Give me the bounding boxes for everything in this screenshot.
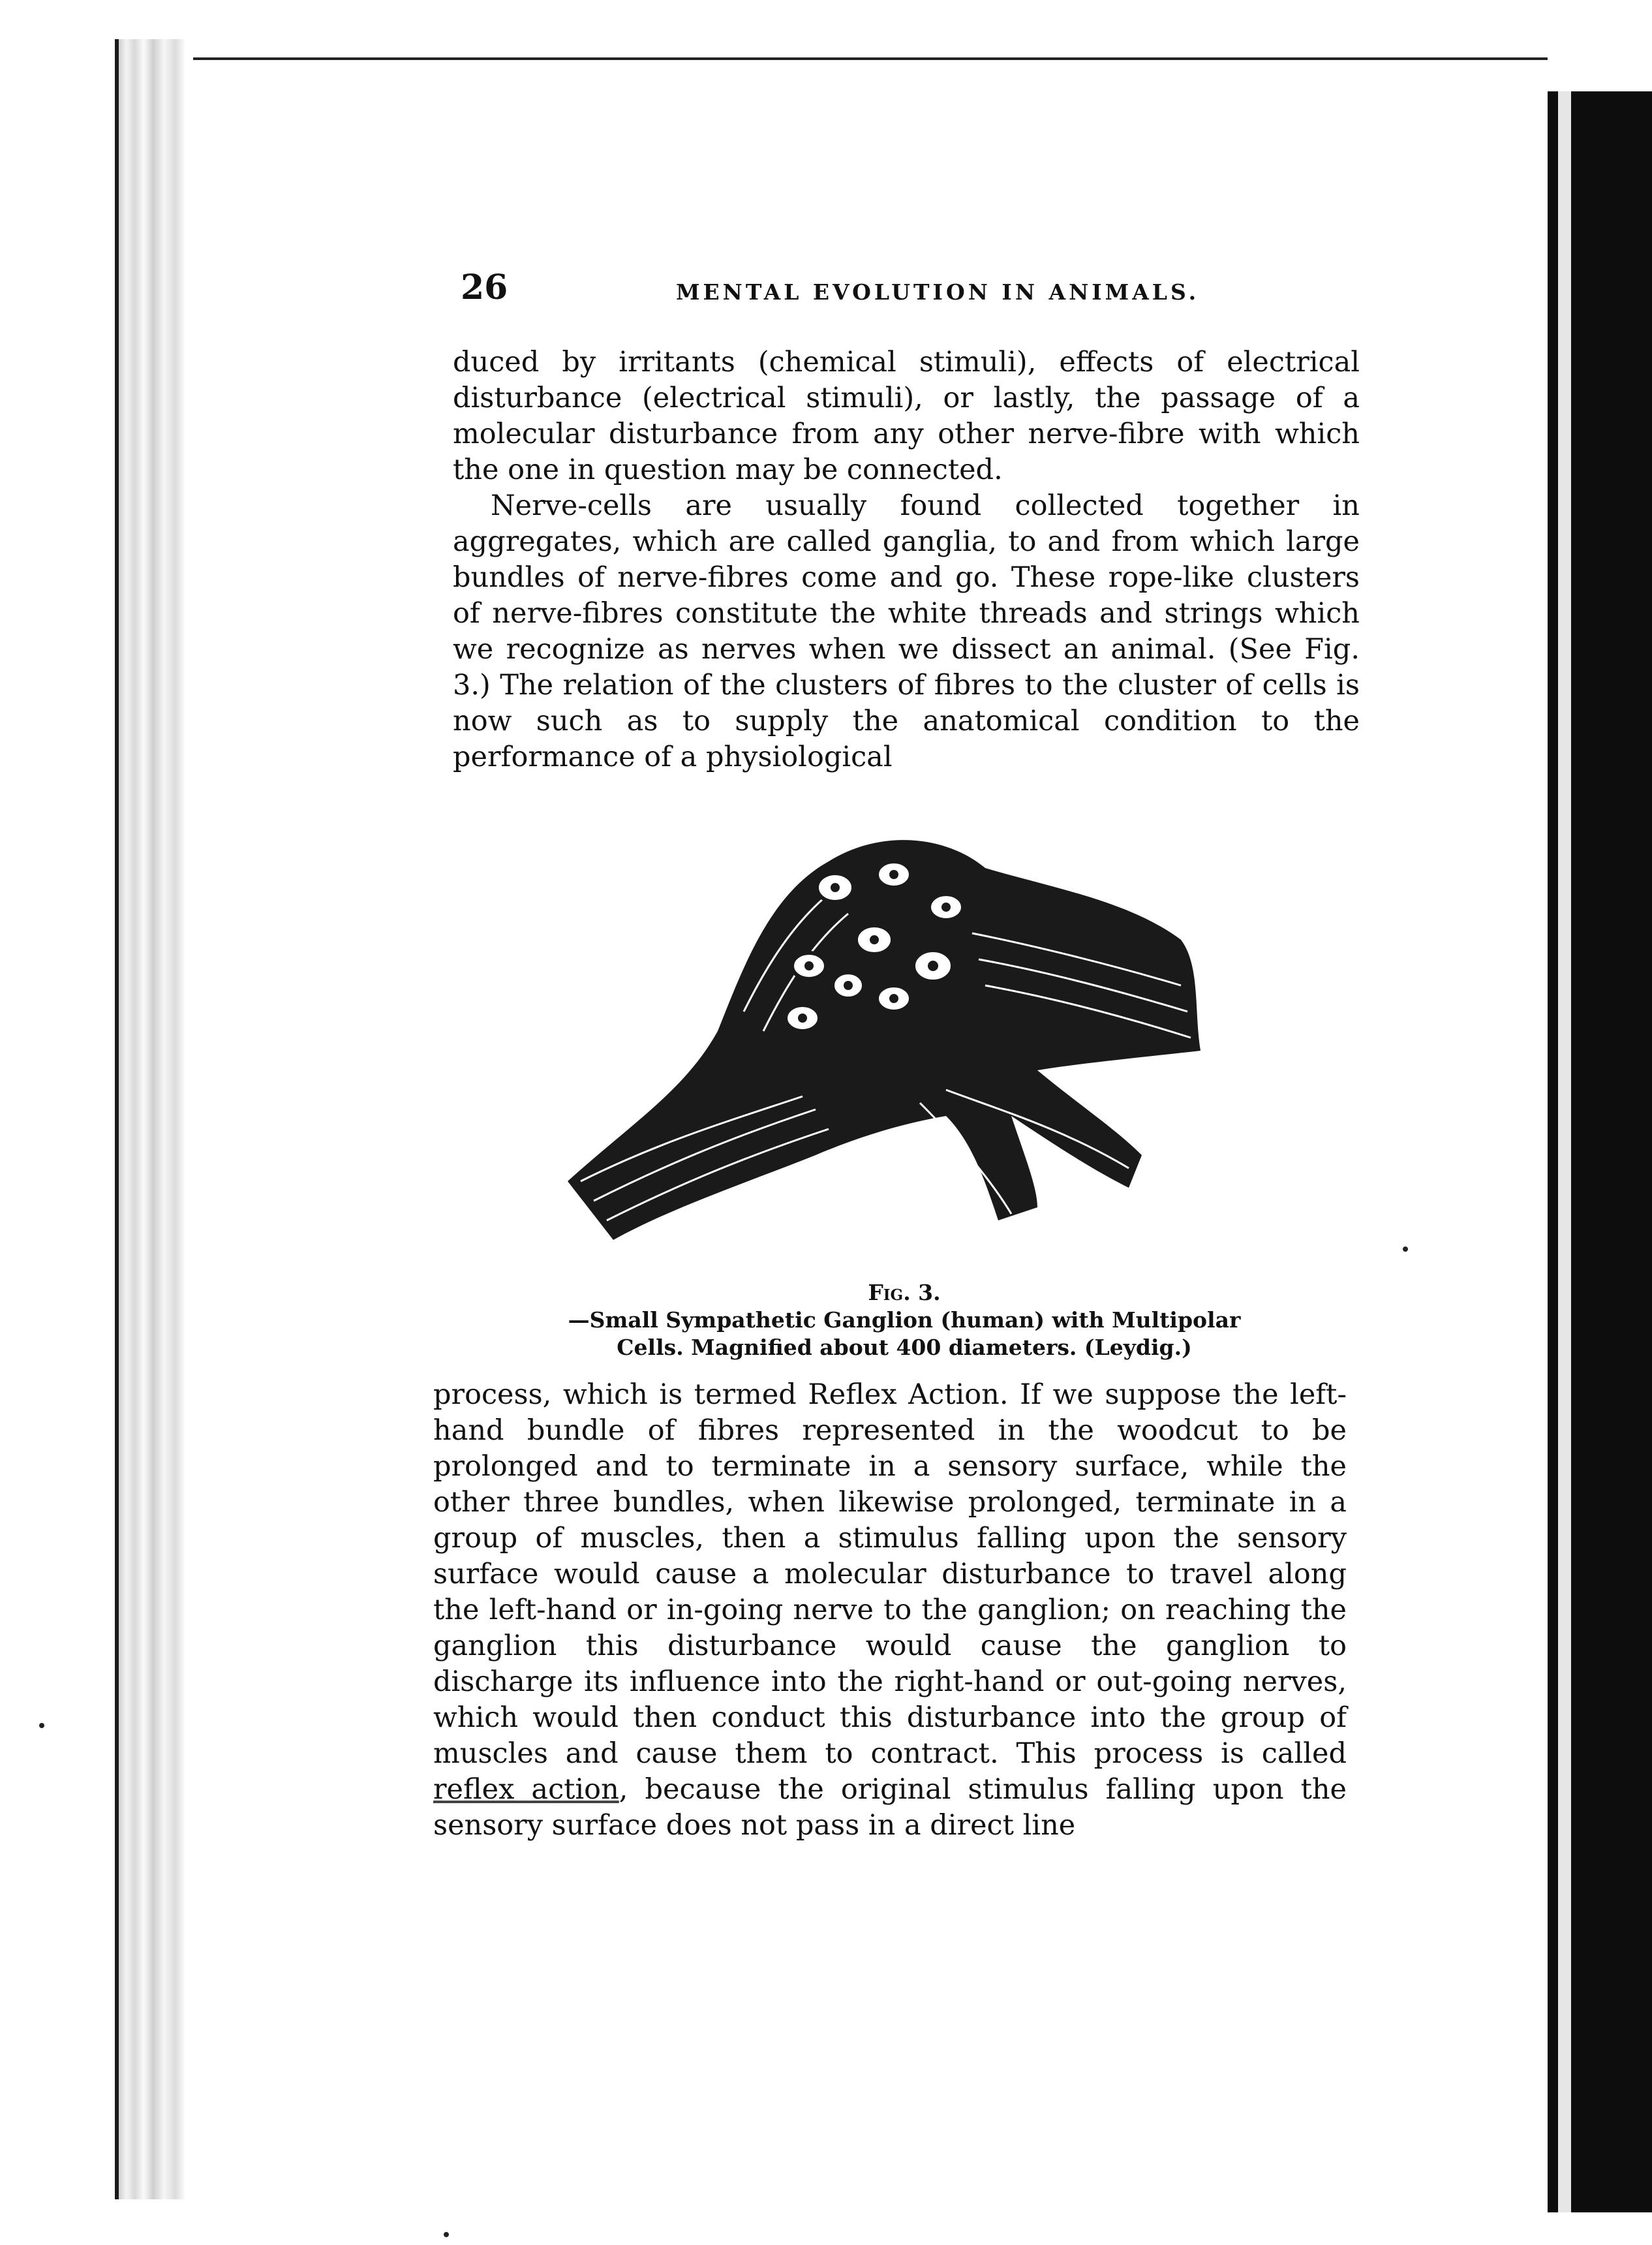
body-text-top <box>453 345 1360 775</box>
caption-label: Fig. 3. <box>868 1280 941 1305</box>
body-text-bottom <box>433 1377 1347 1844</box>
caption-line-1 <box>487 1279 1322 1334</box>
paragraph-1: duced by irritants (chemical stimuli), effects of electrical disturbance (electrical stimuli), or lastly, the passage of a molecular disturbance from any other nerve-fibre with which the one in question may be connected. <box>453 346 1360 486</box>
reflex-action-underlined: reflex action <box>433 1773 619 1806</box>
ganglion-silhouette <box>568 840 1201 1240</box>
ganglion-woodcut-figure <box>555 816 1246 1246</box>
scan-speck <box>444 2232 449 2237</box>
paragraph-2: Nerve-cells are usually found collected together in aggregates, which are called ganglia, to and from which large bundles of nerve-fibres come and go. These rope-like clusters of nerve-fibres constitute the white threads and strings which we recognize as nerves when we dissect an animal. (See Fig. 3.) The relation of the clusters of fibres to the cluster of cells is now such as to supply the anatomical condition to the performance of a physiological <box>453 489 1360 773</box>
running-title: MENTAL EVOLUTION IN ANIMALS. <box>676 279 1200 305</box>
book-page-edges <box>115 39 197 2199</box>
caption-text-1: —Small Sympathetic Ganglion (human) with Multipolar <box>568 1307 1241 1333</box>
scan-speck <box>1403 1246 1408 1252</box>
figure-caption <box>487 1279 1322 1361</box>
caption-line-2: Cells. Magnified about 400 diameters. (Leydig.) <box>617 1335 1192 1360</box>
book-spine-shadow <box>1548 91 1652 2212</box>
paragraph-3-text-a: process, which is termed Reflex Action. If we suppose the left-hand bundle of fibres represented in the woodcut to be prolonged and to terminate in a sensory surface, while the other three bundles, when likewise prolonged, terminate in a group of muscles, then a stimulus falling upon the sensory surface would cause a molecular disturbance to travel along the left-hand or in-going nerve to the ganglion; on reaching the ganglion this disturbance would cause the ganglion to discharge its influence into the right-hand or out-going nerves, which would then conduct this disturbance into the group of muscles and cause them to contract. This process is called <box>433 1378 1347 1770</box>
page-number: 26 <box>461 268 508 307</box>
scan-speck <box>39 1723 44 1728</box>
paragraph-3-text-b: , because the original stimulus falling upon the sensory surface does not pass in a direct line <box>433 1773 1347 1842</box>
paragraph-3 <box>433 1377 1347 1844</box>
